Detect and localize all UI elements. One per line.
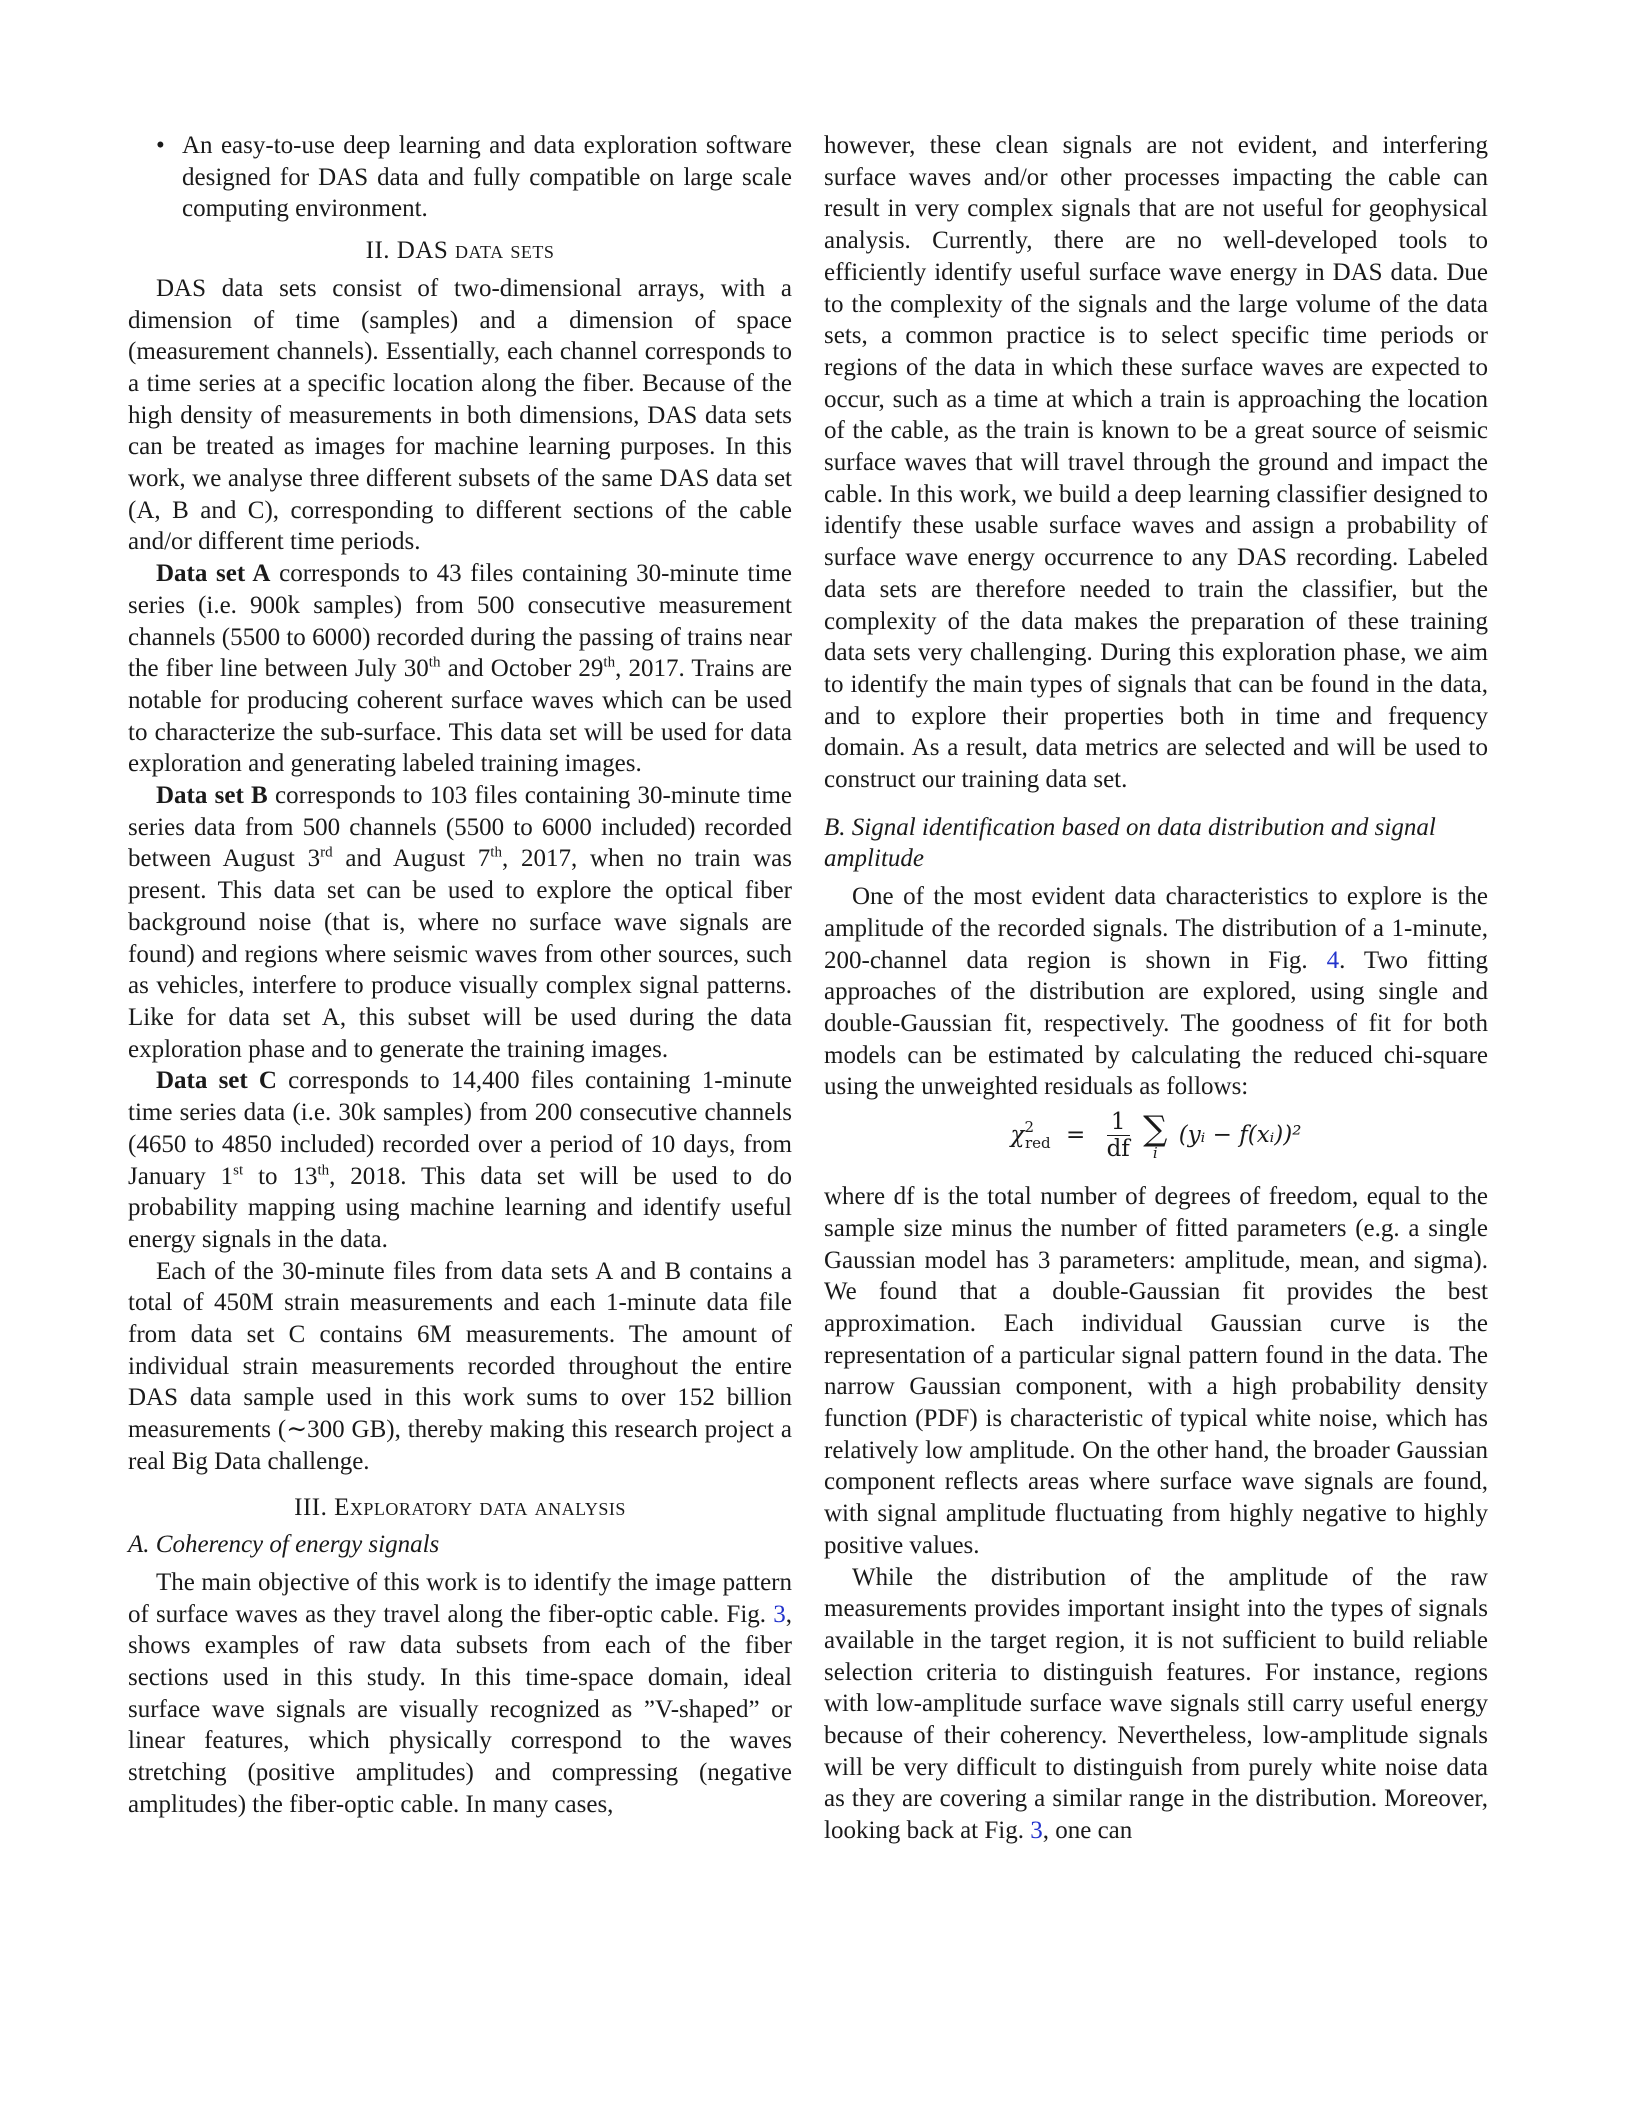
paragraph-data-set-a <box>128 558 792 780</box>
right-column <box>824 130 1488 1847</box>
section-heading-das-data-sets: II. DAS data sets <box>365 237 555 265</box>
equals-sign: = <box>1065 1121 1086 1148</box>
text-span: and October 29 <box>440 655 604 683</box>
paragraph-das-intro: DAS data sets consist of two-dimensional arrays, with a dimension of time (samples) and a dimension of space (measurement channels). Essentially, each channel corresponds to a time series at a specific location along the fiber. Because of the high density of measurements in both dimensions, DAS data sets can be treated as images for machine learning purposes. In this work, we analyse three different subsets of the same DAS data set (A, B and C), corresponding to different sections of the cable and/or different time periods. <box>128 274 792 556</box>
contribution-bullet <box>128 130 792 225</box>
chi-symbol: χ <box>1010 1121 1025 1148</box>
data-set-a-label: Data set A <box>156 560 271 588</box>
figure-3-link[interactable]: 3 <box>773 1600 786 1628</box>
bullet-dot-icon: • <box>156 132 165 159</box>
paragraph-data-set-c <box>128 1065 792 1255</box>
text-span: While the distribution of the amplitude of the raw measurements provides important insight into the types of signals available in the target region, it is not sufficient to build reliable selection criteria to distinguish features. For instance, regions with low-amplitude surface wave signals still carry useful energy because of their coherency. Nevertheless, low-amplitude signals will be very difficult to distinguish from purely white noise data as they are covering a similar range in the distribution. Moreover, looking back at Fig. <box>824 1563 1488 1845</box>
denominator: df <box>1106 1136 1130 1163</box>
figure-4-link[interactable]: 4 <box>1326 946 1340 974</box>
left-column <box>128 130 792 1821</box>
sum-index: i <box>1152 1143 1158 1162</box>
bullet-text: An easy-to-use deep learning and data exploration software designed for DAS data and fully compatible on large scale computing environment. <box>182 132 792 223</box>
text-span: . Two fitting approaches of the distribution are explored, using single and double-Gaussian fit, respectively. The goodness of fit for both models can be estimated by calculating the reduced chi-square using the unweighted residuals as follows: <box>824 946 1488 1101</box>
superscript: 2 <box>1024 1117 1034 1136</box>
superscript: th <box>428 654 441 671</box>
paragraph-double-gaussian: where df is the total number of degrees of freedom, equal to the sample size minus the number of fitted parameters (e.g. a single Gaussian model has 3 parameters: amplitude, mean, and sigma). We found that a double-Gaussian fit provides the best approximation. Each individual Gaussian curve is the representation of a particular signal pattern found in the data. The narrow Gaussian component, with a high probability density function (PDF) is characteristic of typical white noise, which has relatively low amplitude. On the other hand, the broader Gaussian component reflects areas where surface wave signals are found, with signal amplitude fluctuating from highly negative to highly positive values. <box>824 1183 1488 1559</box>
equation-lhs <box>1011 1112 1051 1160</box>
text-span: to 13 <box>243 1162 318 1190</box>
text-span: The main objective of this work is to identify the image pattern of surface waves as they travel along the fiber-optic cable. Fig. <box>128 1568 792 1628</box>
text-span: , 2017. Trains are notable for producing coherent surface waves which can be used to characterize the sub-surface. This data set will be used for data exploration and generating labeled training images. <box>128 655 792 778</box>
figure-3-link[interactable]: 3 <box>1030 1817 1043 1845</box>
subsection-heading-coherency: A. Coherency of energy signals <box>128 1531 440 1559</box>
sum-symbol: ∑ <box>1143 1108 1168 1149</box>
superscript: th <box>317 1162 330 1179</box>
subscript: red <box>1025 1133 1051 1152</box>
section-heading-exploratory: III. Exploratory data analysis <box>294 1493 626 1521</box>
text-span: corresponds to 103 files containing 30-minute time series data from 500 channels (5500 to 6000 included) recorded between August 3 <box>128 782 792 873</box>
text-span: , 2018. This data set will be used to do probability mapping using machine learning and identify useful energy signals in the data. <box>128 1162 793 1253</box>
text-span: corresponds to 14,400 files containing 1-minute time series data (i.e. 30k samples) from 200 consecutive channels (4650 to 4850 included) recorded over a period of 10 days, from January 1 <box>128 1067 792 1190</box>
paragraph-coherency <box>128 1567 792 1821</box>
paragraph-data-set-b <box>128 780 792 1065</box>
text-span: , shows examples of raw data subsets from each of the fiber sections used in this study. In this time-space domain, ideal surface wave signals are visually recognized as ”V-shaped” or linear features, which physically correspond to the waves stretching (positive amplitudes) and compressing (negative amplitudes) the fiber-optic cable. In many cases, <box>128 1600 792 1818</box>
text-span: , one can <box>1042 1817 1133 1845</box>
subsection-heading-signal-identification: B. Signal identification based on data distribution and signal amplitude <box>824 813 1436 873</box>
paragraph-continued: however, these clean signals are not evident, and interfering surface waves and/or other processes impacting the cable can result in very complex signals that are not useful for geophysical analysis. Currently, there are no well-developed tools to efficiently identify useful surface wave energy in DAS data. Due to the complexity of the signals and the large volume of the data sets, a common practice is to select specific time periods or regions of the data in which these surface waves are expected to occur, such as a time at which a train is approaching the location of the cable, as the train is known to be a great source of seismic surface waves that will travel through the ground and impact the cable. In this work, we build a deep learning classifier designed to identify these usable surface waves and assign a probability of surface wave energy occurrence to any DAS recording. Labeled data sets are therefore needed to train the classifier, but the complexity of the data makes the preparation of these training data sets very challenging. During this exploration phase, we aim to identify the main types of signals that can be found in the data, and to explore their properties both in time and frequency domain. As a result, data metrics are selected and will be used to construct our training data set. <box>824 132 1488 794</box>
numerator: 1 <box>1107 1109 1130 1136</box>
superscript: st <box>233 1162 244 1179</box>
data-set-b-label: Data set B <box>156 782 268 810</box>
equation-rhs: (yᵢ − f(xᵢ))² <box>1178 1121 1302 1148</box>
text-span: and August 7 <box>332 845 491 873</box>
superscript: th <box>490 845 502 862</box>
paragraph-low-amplitude <box>824 1562 1488 1847</box>
data-set-c-label: Data set C <box>156 1067 277 1095</box>
paragraph-measurement-count: Each of the 30-minute files from data sets A and B contains a total of 450M strain measurements and each 1-minute data file from data set C contains 6M measurements. The amount of individual strain measurements recorded throughout the entire DAS data sample used in this work sums to over 152 billion measurements (∼300 GB), thereby making this research project a real Big Data challenge. <box>128 1257 792 1475</box>
reduced-chi-square-equation <box>824 1109 1488 1171</box>
fraction <box>1107 1109 1130 1162</box>
summation <box>1143 1108 1168 1162</box>
text-span: corresponds to 43 files containing 30-minute time series (i.e. 900k samples) from 500 consecutive measurement channels (5500 to 6000) recorded during the passing of trains near the fiber line between July 30 <box>128 560 792 683</box>
paragraph-amplitude <box>824 881 1488 1103</box>
text-span: , 2017, when no train was present. This data set can be used to explore the optical fiber background noise (that is, where no surface wave signals are found) and regions where seismic waves from other sources, such as vehicles, interfere to produce visually complex signal patterns. Like for data set A, this subset will be used during the data exploration phase and to generate the training images. <box>128 845 793 1063</box>
superscript: th <box>603 654 616 671</box>
text-span: One of the most evident data characteristics to explore is the amplitude of the recorded signals. The distribution of a 1-minute, 200-channel data region is shown in Fig. <box>824 883 1488 974</box>
superscript: rd <box>320 845 333 862</box>
